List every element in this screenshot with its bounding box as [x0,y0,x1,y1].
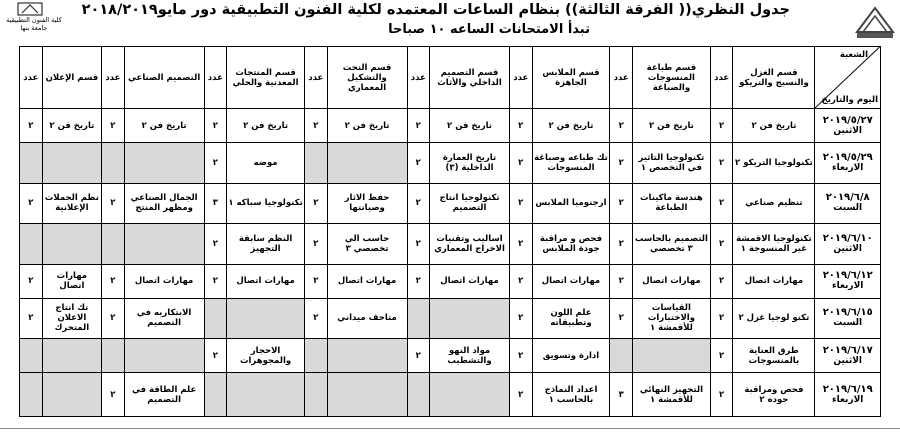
subject-cell [632,339,710,373]
subject-cell: موضه [227,143,305,183]
subject-cell [327,373,407,417]
hours-cell [407,373,430,417]
hours-cell [20,224,43,264]
subject-cell [227,373,305,417]
hours-cell: ٢ [204,224,227,264]
hours-cell: ٢ [509,298,532,338]
hours-cell [102,339,125,373]
subject-cell: اساليب وتقنيات الاخراج المعماري [430,224,510,264]
hours-cell: ٢ [509,373,532,417]
subject-cell: هندسة ماكينات الطباعة [632,183,710,223]
subject-cell: حاسب الي تخصصي ٣ [327,224,407,264]
subject-cell: مهارات اتصال [430,264,510,298]
subject-cell: تكنولوجيا انتاج التصميم [430,183,510,223]
subject-cell: التجهيز النهائي للأقمشة ١ [632,373,710,417]
subject-cell: فحص و مراقبة جودة الملابس [532,224,610,264]
count-header: عدد [509,47,532,109]
subject-cell: تاريخ فن ٢ [430,109,510,143]
hours-cell: ٢ [407,339,430,373]
hours-cell: ٢ [204,264,227,298]
hours-cell [20,373,43,417]
exam-date: ٢٠١٩/٦/١٠ [822,232,873,244]
subject-cell: مهارات اتصال [327,264,407,298]
subject-cell: الابتكاريه في التصميم [124,298,204,338]
hours-cell: ٢ [102,264,125,298]
exam-date: ٢٠١٩/٦/١٢ [822,270,873,282]
faculty-emblem-icon [4,2,56,16]
exam-day: الاثنين [833,125,863,136]
hours-cell [305,143,328,183]
hours-cell: ٢ [20,264,43,298]
page-subtitle: تبدأ الامتحانات الساعه ١٠ صباحا [388,22,590,37]
subject-cell: تك طباعه وصباغة المنسوجات [532,143,610,183]
hours-cell: ٢ [102,298,125,338]
subject-cell: تكنو لوجيا غزل ٢ [733,298,815,338]
table-row [20,298,881,338]
hours-cell: ٢ [20,298,43,338]
hours-cell [20,339,43,373]
subject-cell: التصميم بالحاسب ٣ تخصصي [632,224,710,264]
hours-cell [305,339,328,373]
corner-division-label: الشعبة [839,50,868,60]
subject-cell: اعداد النماذج بالحاسب ١ [532,373,610,417]
count-header: عدد [102,47,125,109]
hours-cell [102,224,125,264]
page-header [0,0,900,44]
exam-day: الاربعاء [831,394,864,405]
subject-cell [430,373,510,417]
date-cell [815,183,881,223]
corner-date-label: اليوم والتاريخ [821,95,878,105]
subject-cell [327,339,407,373]
hours-cell: ٢ [509,264,532,298]
hours-cell: ٢ [305,224,328,264]
exam-day: الاثنين [833,243,863,254]
exam-day: الاثنين [833,355,863,366]
exam-date: ٢٠١٩/٦/١٥ [822,307,873,319]
hours-cell: ٢ [20,109,43,143]
subject-cell: نظم الحملات الإعلانية [42,183,101,223]
hours-cell: ٢ [509,224,532,264]
subject-cell: تكنولوجيا سباكه ١ [227,183,305,223]
subject-cell: تاريخ فن ٢ [733,109,815,143]
count-header: عدد [305,47,328,109]
subject-cell: مهارات اتصال [227,264,305,298]
page-bottom-rule [0,428,900,429]
table-row [20,183,881,223]
date-cell [815,109,881,143]
date-cell [815,298,881,338]
table-row [20,264,881,298]
hours-cell: ٢ [102,373,125,417]
hours-cell: ٢ [204,143,227,183]
subject-cell: النظم سابقة التجهيز [227,224,305,264]
hours-cell: ٢ [710,143,733,183]
university-logo-icon [853,2,897,42]
column-header: التصميم الصناعي [124,47,204,109]
hours-cell: ٢ [102,109,125,143]
hours-cell: ٢ [710,224,733,264]
hours-cell: ٢ [610,298,633,338]
hours-cell: ٢ [610,264,633,298]
subject-cell: تكنولوجيا الاقمشة غير المنسوجة ١ [733,224,815,264]
column-header: قسم المنتجات المعدنية والحلي [227,47,305,109]
date-cell [815,339,881,373]
subject-cell: علم الطاقة في التصميم [124,373,204,417]
page-title: جدول النظري(( الفرقة الثالثة)) بنظام الساعات المعتمده لكلية الفنون التطبيقية دور مايو٢٠١٨/٢٠١٩ [81,2,790,18]
table-row [20,143,881,183]
hours-cell: ٢ [407,183,430,223]
hours-cell [407,298,430,338]
column-header: قسم طباعة المنسوجات والصباغة [632,47,710,109]
count-header: عدد [610,47,633,109]
subject-cell: تكنولوجيا التريكو ٢ [733,143,815,183]
date-cell [815,143,881,183]
subject-cell: تاريخ فن ٢ [532,109,610,143]
subject-cell: القياسات والاختبارات للأقمشة ١ [632,298,710,338]
hours-cell: ٢ [204,109,227,143]
subject-cell [124,143,204,183]
subject-cell: مهارات اتصال [42,264,101,298]
subject-cell: مهارات اتصال [632,264,710,298]
hours-cell: ٢ [102,183,125,223]
corner-header-cell [815,47,881,109]
hours-cell: ٢ [305,109,328,143]
hours-cell: ٢ [407,224,430,264]
hours-cell [102,143,125,183]
subject-cell: مهارات اتصال [532,264,610,298]
hours-cell: ٢ [610,224,633,264]
hours-cell: ٢ [710,339,733,373]
hours-cell: ٢ [509,109,532,143]
hours-cell: ٢ [407,143,430,183]
hours-cell: ٢ [610,143,633,183]
subject-cell [42,224,101,264]
subject-cell: تاريخ فن ٢ [124,109,204,143]
subject-cell: ادارة وتسويق [532,339,610,373]
exam-date: ٢٠١٩/٦/١٧ [822,344,873,356]
faculty-logo [4,2,62,42]
hours-cell: ٢ [610,183,633,223]
faculty-logo-caption: كلية الفنون التطبيقية جامعة بنها [6,16,62,32]
hours-cell: ٢ [20,183,43,223]
subject-cell: تاريخ فن ٢ [42,109,101,143]
hours-cell: ٣ [610,373,633,417]
subject-cell [430,298,510,338]
subject-cell: متاحف ميداني [327,298,407,338]
subject-cell: طرق العناية بالمنسوجات [733,339,815,373]
hours-cell: ٢ [509,143,532,183]
subject-cell: تاريخ العمارة الداخلية (٣) [430,143,510,183]
subject-cell: تاريخ فن ٢ [632,109,710,143]
exam-date: ٢٠١٩/٦/٨ [825,192,870,204]
hours-cell: ٢ [710,109,733,143]
hours-cell: ٢ [710,264,733,298]
hours-cell: ٢ [305,264,328,298]
table-header-row [20,47,881,109]
table-row [20,373,881,417]
count-header: عدد [710,47,733,109]
exam-date: ٢٠١٩/٥/٢٩ [822,151,873,163]
subject-cell [42,143,101,183]
exam-date: ٢٠١٩/٦/١٩ [822,383,873,395]
exam-day: السبت [833,203,863,214]
hours-cell: ٢ [710,183,733,223]
subject-cell [124,339,204,373]
subject-cell [124,224,204,264]
exam-schedule-table [19,46,881,417]
hours-cell [204,298,227,338]
column-header: قسم الملابس الجاهزة [532,47,610,109]
table-row [20,224,881,264]
subject-cell: تنظيم صناعي [733,183,815,223]
column-header: قسم الإعلان [42,47,101,109]
subject-cell: ارجنوميا الملابس [532,183,610,223]
exam-day: السبت [833,318,863,329]
column-header: قسم النحت والتشكيل المعماري [327,47,407,109]
subject-cell: الجمال الصناعي ومظهر المنتج [124,183,204,223]
count-header: عدد [407,47,430,109]
hours-cell: ٢ [610,109,633,143]
subject-cell: تك انتاج الاعلان المتحرك [42,298,101,338]
hours-cell: ٢ [509,339,532,373]
subject-cell [227,298,305,338]
column-header: قسم الغزل والنسيج والتريكو [733,47,815,109]
hours-cell: ٣ [204,183,227,223]
subject-cell: الاحجار والمجوهرات [227,339,305,373]
subject-cell [42,339,101,373]
hours-cell: ٢ [710,373,733,417]
subject-cell [327,143,407,183]
subject-cell: مهارات اتصال [124,264,204,298]
hours-cell: ٢ [204,339,227,373]
subject-cell: مواد النهو والتشطيب [430,339,510,373]
subject-cell: فحص ومراقبة جوده ٢ [733,373,815,417]
table-row [20,339,881,373]
count-header: عدد [20,47,43,109]
subject-cell: مهارات اتصال [733,264,815,298]
hours-cell: ٢ [407,109,430,143]
hours-cell: ٢ [509,183,532,223]
hours-cell [305,373,328,417]
hours-cell: ٢ [305,183,328,223]
subject-cell [42,373,101,417]
column-header: قسم التصميم الداخلي والأثاث [430,47,510,109]
hours-cell: ٢ [710,298,733,338]
hours-cell [610,339,633,373]
date-cell [815,373,881,417]
subject-cell: حفظ الاثار وصيانتها [327,183,407,223]
subject-cell: تكنولوجيا التاثير في التخصص ١ [632,143,710,183]
exam-day: الاربعاء [831,281,864,292]
subject-cell: تاريخ فن ٢ [227,109,305,143]
exam-date: ٢٠١٩/٥/٢٧ [822,114,873,126]
subject-cell: تاريخ فن ٢ [327,109,407,143]
date-cell [815,224,881,264]
hours-cell: ٢ [407,264,430,298]
subject-cell: علم اللون وتطبيقاته [532,298,610,338]
count-header: عدد [204,47,227,109]
date-cell [815,264,881,298]
hours-cell [204,373,227,417]
table-row [20,109,881,143]
hours-cell: ٢ [305,298,328,338]
exam-day: الاربعاء [831,162,864,173]
hours-cell [20,143,43,183]
